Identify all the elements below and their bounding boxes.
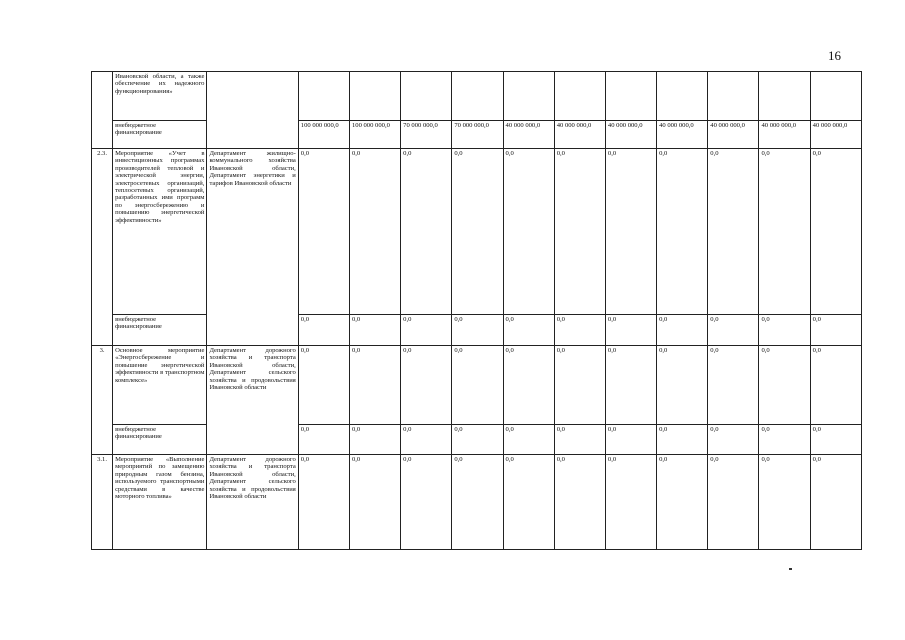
value-cell: 0,0: [452, 425, 503, 455]
value-cell: 40 000 000,0: [554, 121, 605, 149]
description-cell: Основное мероприятие «Энергосбережение и повышение энергетической эффективности в транспортном комплексе»: [113, 346, 207, 425]
value-cell: 0,0: [605, 425, 656, 455]
value-cell: 0,0: [452, 149, 503, 315]
value-cell: 0,0: [503, 455, 554, 550]
value-cell: 0,0: [349, 455, 400, 550]
description-cell: Мероприятие «Учет в инвестиционных программах производителей тепловой и электрической энергии, электросетевых организаций, теплосетевых организаций, разработанных ими программ по энергосбережению и повышению энергетической эффективности»: [113, 149, 207, 315]
value-cell: 0,0: [657, 455, 708, 550]
value-cell: 0,0: [657, 425, 708, 455]
value-cell: 0,0: [605, 315, 656, 346]
funding-table: [91, 71, 862, 550]
value-cell: 0,0: [452, 346, 503, 425]
value-cell: 0,0: [401, 315, 452, 346]
value-cell: 0,0: [298, 425, 349, 455]
value-cell: 0,0: [759, 455, 810, 550]
agency-cell: Департамент жилищно-коммунального хозяйства Ивановской области, Департамент энергетики и тарифов Ивановской области: [207, 149, 298, 346]
value-cell: 0,0: [810, 455, 861, 550]
value-cell: 0,0: [503, 346, 554, 425]
value-cell: 100 000 000,0: [349, 121, 400, 149]
description-cell: Мероприятие «Выполнение мероприятий по замещению природным газом бензина, используемого транспортными средствами в качестве моторного топлива»: [113, 455, 207, 550]
value-cell: 0,0: [657, 346, 708, 425]
value-cell: 0,0: [605, 455, 656, 550]
index-cell: 2.3.: [92, 149, 113, 346]
index-cell: 3.: [92, 346, 113, 455]
value-cell: 0,0: [349, 346, 400, 425]
value-cell: 0,0: [605, 149, 656, 315]
value-cell: 0,0: [657, 149, 708, 315]
value-cell: 0,0: [298, 149, 349, 315]
value-cell: 0,0: [349, 425, 400, 455]
value-cell: 70 000 000,0: [452, 121, 503, 149]
value-cell: 0,0: [401, 455, 452, 550]
value-cell: 0,0: [708, 425, 759, 455]
value-cell: 0,0: [503, 315, 554, 346]
description-cell: внебюджетное финансирование: [113, 315, 207, 346]
table-row: [92, 72, 862, 121]
table-row: [92, 149, 862, 315]
table-row: [92, 455, 862, 550]
value-cell: 40 000 000,0: [810, 121, 861, 149]
value-cell: 0,0: [554, 425, 605, 455]
value-cell: 0,0: [657, 315, 708, 346]
table-row: [92, 346, 862, 425]
agency-cell: Департамент дорожного хозяйства и транспорта Ивановской области, Департамент сельского хозяйства и продовольствия Ивановской области: [207, 455, 298, 550]
value-cell: 0,0: [810, 346, 861, 425]
value-cell: 40 000 000,0: [657, 121, 708, 149]
description-cell: внебюджетное финансирование: [113, 425, 207, 455]
page-number: 16: [828, 48, 841, 63]
agency-cell: Департамент дорожного хозяйства и транспорта Ивановской области, Департамент сельского хозяйства и продовольствия Ивановской области: [207, 346, 298, 455]
value-cell: 0,0: [298, 315, 349, 346]
value-cell: 0,0: [708, 455, 759, 550]
value-cell: 0,0: [554, 455, 605, 550]
value-cell: 0,0: [708, 149, 759, 315]
value-cell: 0,0: [503, 425, 554, 455]
value-cell: 0,0: [401, 149, 452, 315]
value-cell: 0,0: [452, 455, 503, 550]
value-cell: 0,0: [554, 315, 605, 346]
value-cell: 0,0: [708, 315, 759, 346]
value-cell: 0,0: [810, 315, 861, 346]
value-cell: 0,0: [452, 315, 503, 346]
value-cell: 0,0: [759, 346, 810, 425]
value-cell: 0,0: [810, 149, 861, 315]
scan-speck: [789, 568, 792, 570]
value-cell: 0,0: [554, 149, 605, 315]
value-cell: 40 000 000,0: [759, 121, 810, 149]
value-cell: 0,0: [503, 149, 554, 315]
index-cell: [92, 72, 113, 149]
value-cell: 0,0: [298, 455, 349, 550]
value-cell: 0,0: [401, 425, 452, 455]
description-cell: Ивановской области, а также обеспечение их надежного функционирования»: [113, 72, 207, 121]
value-cell: 0,0: [349, 315, 400, 346]
value-cell: 40 000 000,0: [503, 121, 554, 149]
value-cell: 70 000 000,0: [401, 121, 452, 149]
index-cell: 3.1.: [92, 455, 113, 550]
value-cell: 100 000 000,0: [298, 121, 349, 149]
value-cell: 0,0: [759, 425, 810, 455]
value-cell: 0,0: [708, 346, 759, 425]
value-cell: 0,0: [401, 346, 452, 425]
value-cell: 0,0: [605, 346, 656, 425]
value-cell: 40 000 000,0: [605, 121, 656, 149]
value-cell: 0,0: [759, 315, 810, 346]
value-cell: 0,0: [810, 425, 861, 455]
value-cell: 0,0: [554, 346, 605, 425]
value-cell: 40 000 000,0: [708, 121, 759, 149]
value-cell: 0,0: [298, 346, 349, 425]
value-cell: 0,0: [759, 149, 810, 315]
agency-cell: [207, 72, 298, 149]
value-cell: 0,0: [349, 149, 400, 315]
description-cell: внебюджетное финансирование: [113, 121, 207, 149]
